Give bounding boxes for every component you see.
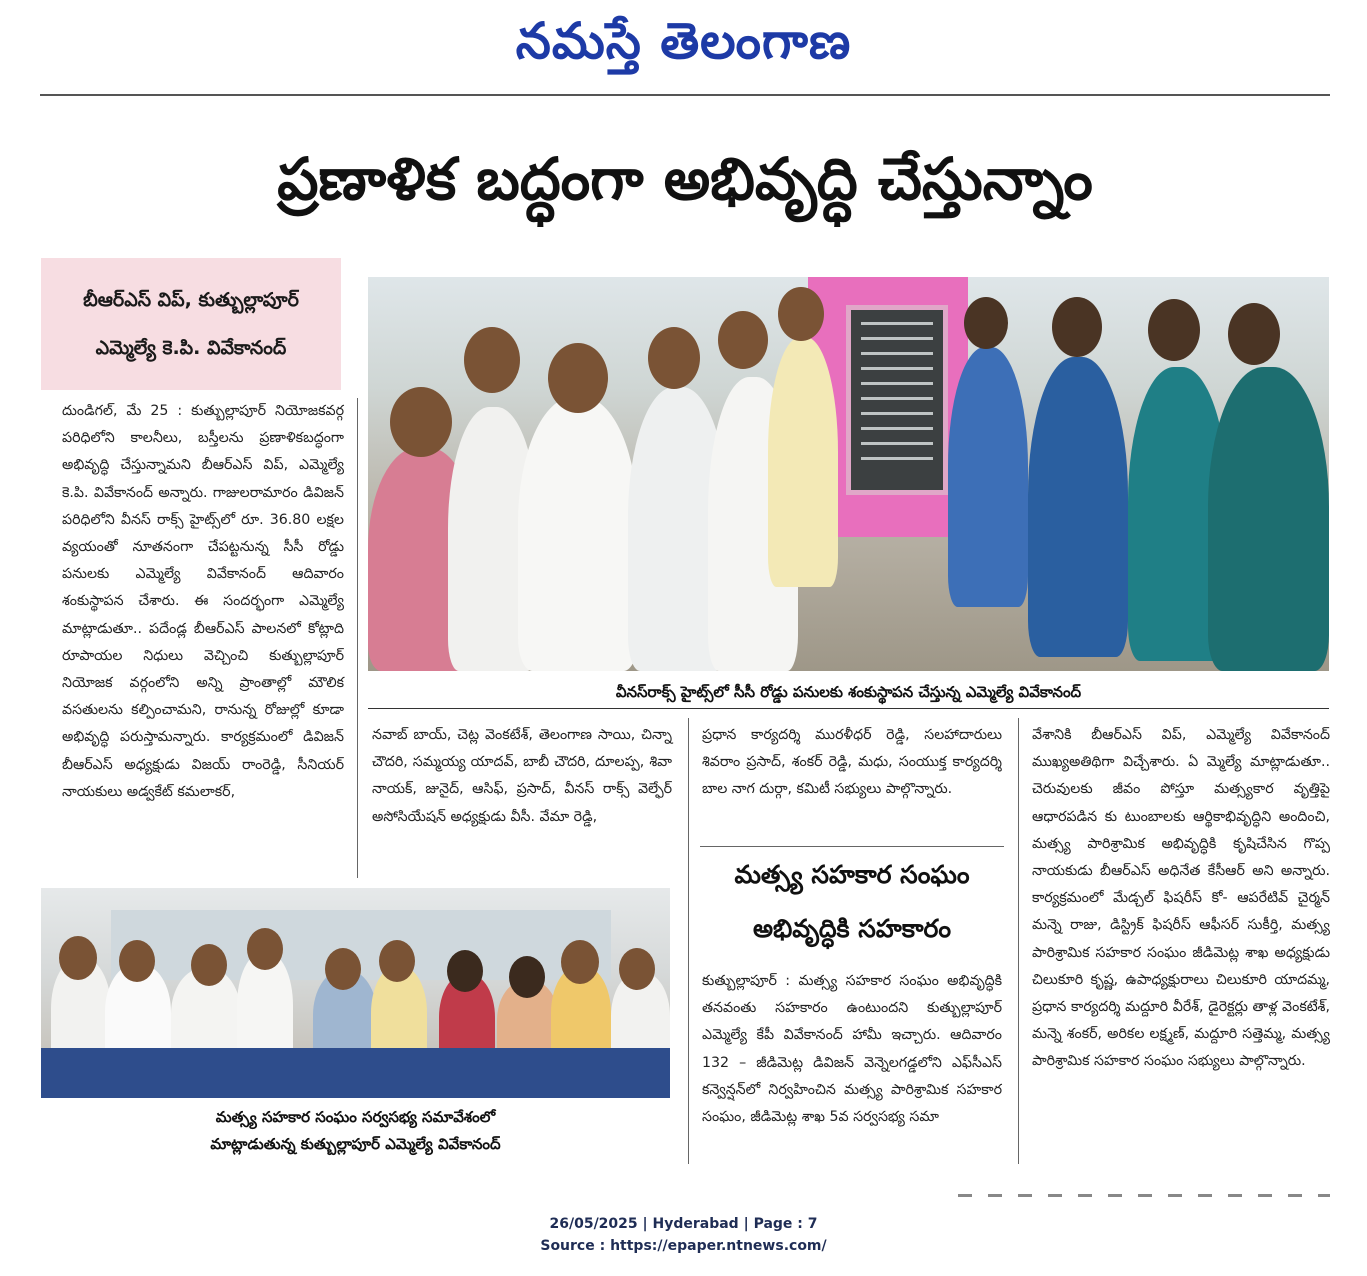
story2-paragraph-1: కుత్బుల్లాపూర్ : మత్స్య సహకార సంఘం అభివృద్ధికి తనవంతు సహకారం ఉంటుందని కుత్బుల్లాపూర్ ఎమ్మెల్యే కేపీ వివేకానంద్ హామీ ఇచ్చారు. ఆదివారం 132 – జీడిమెట్ల డివిజన్ వెన్నెలగడ్డలోని ఎఫ్‌సీఎస్ కన్వెన్షన్‌లో నిర్వహించిన మత్స్య పారిశ్రామిక సహకార సంఘం, జీడిమెట్ల శాఖ 5వ సర్వసభ్య సమా [702,973,1002,1126]
article-headline: ప్రణాళిక బద్ధంగా అభివృద్ధి చేస్తున్నాం [277,145,1093,213]
story1-column-1 [62,398,344,806]
newspaper-masthead: నమస్తే తెలంగాణ [515,11,852,70]
deck-line-2: ఎమ్మెల్యే కె.పి. వివేకానంద్ [95,337,287,359]
story2-column-1 [702,968,1002,1131]
story2-subheadline [700,848,1004,956]
deck-line-1: బీఆర్ఎస్ విప్, కుత్బుల్లాపూర్ [83,289,299,311]
column-rule [357,398,358,878]
photo2-caption [41,1104,670,1158]
story2-subhead-line-2: అభివృద్ధికి సహకారం [752,914,952,943]
story1-column-3 [702,722,1002,804]
column-rule [1018,718,1019,1164]
photo2-caption-line-2: మాట్లాడుతున్న కుత్బుల్లాపూర్ ఎమ్మెల్యే వివేకానంద్ [210,1135,501,1153]
story2-paragraph-2: వేశానికి బీఆర్ఎస్ విప్, ఎమ్మెల్యే వివేకానంద్ ముఖ్యఅతిథిగా విచ్చేశారు. ఏ మ్మెల్యే మాట్లాడుతూ.. చెరువులకు జీవం పోస్తూ మత్స్యకార వృత్తిపై ఆధారపడిన కు టుంబాలకు ఆర్థికాభివృద్ధిని అందించి, మత్స్య పారిశ్రామిక అభివృద్ధికి కృషిచేసిన గొప్ప నాయకుడు బీఆర్ఎస్ అధినేత కేసీఆర్ అని అన్నారు. కార్యక్రమంలో మేడ్చల్ ఫిషరీస్ కో- ఆపరేటివ్ చైర్మన్ మన్నె రాజు, డిస్ట్రిక్ ఫిషరీస్ ఆఫీసర్ సుకీర్తి, మత్స్య పారిశ్రామిక సహకార సంఘం జీడిమెట్ల శాఖ అధ్యక్షుడు చిలుకూరి కృష్ణ, ఉపాధ్యక్షురాలు చిలుకూరి యాదమ్మ, ప్రధాన కార్యదర్శి మద్దూరి వీరేశ్, డైరెక్టర్లు తాళ్ల వెంకటేశ్, మన్నె శంకర్, అరికల లక్ష్మణ్, మద్దూరి సత్తెమ్మ, మత్స్య పారిశ్రామిక సహకార సంఘం సభ్యులు పాల్గొన్నారు. [1032,727,1330,1070]
next-article-stub [958,1194,1330,1197]
story1-paragraph-3: ప్రధాన కార్యదర్శి మురళీధర్ రెడ్డి, సలహాదారులు శివరాం ప్రసాద్, శంకర్ రెడ్డి, మధు, సంయుక్త కార్యదర్శి బాల నాగ దుర్గా, కమిటీ సభ్యులు పాల్గొన్నారు. [702,727,1002,798]
story1-paragraph-2: నవాబ్ బాయ్, చెట్ల వెంకటేశ్, తెలంగాణ సాయి, చిన్నా చౌదరి, సమ్మయ్య యాదవ్, బాబీ చౌదరి, దూలప్ప, శివా నాయక్, జునైద్, ఆసిఫ్, ప్రసాద్, వీనస్ రాక్స్ వెల్ఫేర్ అసోసియేషన్ అధ్యక్షుడు వీసీ. వేమా రెడ్డి, [372,727,672,825]
photo2-caption-line-1: మత్స్య సహకార సంఘం సర్వసభ్య సమావేశంలో [215,1108,496,1126]
photo1-caption: వీనస్‌రాక్స్ హైట్స్‌లో సీసీ రోడ్డు పనులకు శంకుస్థాపన చేస్తున్న ఎమ్మెల్యే వివేకానంద్ [615,683,1082,701]
column-rule [688,718,689,1164]
article-deck [41,258,341,390]
cooperative-meeting-photo [41,888,670,1098]
foundation-stone-photo [368,277,1329,671]
source-link[interactable]: Source : https://epaper.ntnews.com/ [540,1238,827,1254]
story1-paragraph-1: దుండిగల్, మే 25 : కుత్బుల్లాపూర్ నియోజకవర్గ పరిధిలోని కాలనీలు, బస్తీలను ప్రణాళికబద్ధంగా అభివృద్ధి చేస్తున్నామని బీఆర్ఎస్ విప్, ఎమ్మెల్యే కె.పి. వివేకానంద్ అన్నారు. గాజులరామారం డివిజన్ పరిధిలోని వీనస్ రాక్స్ హైట్స్‌లో రూ. 36.80 లక్షల వ్యయంతో నూతనంగా చేపట్టనున్న సీసీ రోడ్డు పనులకు ఎమ్మెల్యే వివేకానంద్ ఆదివారం శంకుస్థాపన చేశారు. ఈ సందర్భంగా ఎమ్మెల్యే మాట్లాడుతూ.. పదేండ్ల బీఆర్ఎస్ పాలనలో కోట్లాది రూపాయల నిధులు వెచ్చించి కుత్బుల్లాపూర్ నియోజక వర్గంలోని అన్ని ప్రాంతాల్లో మౌలిక వసతులను కల్పించామని, రానున్న రోజుల్లో కూడా అభివృద్ధి పరుస్తామన్నారు. కార్యక్రమంలో డివిజన్ బీఆర్ఎస్ అధ్యక్షుడు విజయ్ రాంరెడ్డి, సీనియర్ నాయకులు అడ్వకేట్ కమలాకర్, [62,403,344,800]
stage-table [41,1048,670,1098]
story1-column-2 [372,722,672,831]
caption-divider [368,708,1329,709]
foundation-plaque [846,305,948,495]
edition-info: 26/05/2025 | Hyderabad | Page : 7 [549,1216,818,1232]
story2-subhead-line-1: మత్స్య సహకార సంఘం [734,860,970,889]
subhead-top-rule [700,846,1004,847]
masthead-divider [40,94,1330,96]
story2-column-2 [1032,722,1330,1076]
